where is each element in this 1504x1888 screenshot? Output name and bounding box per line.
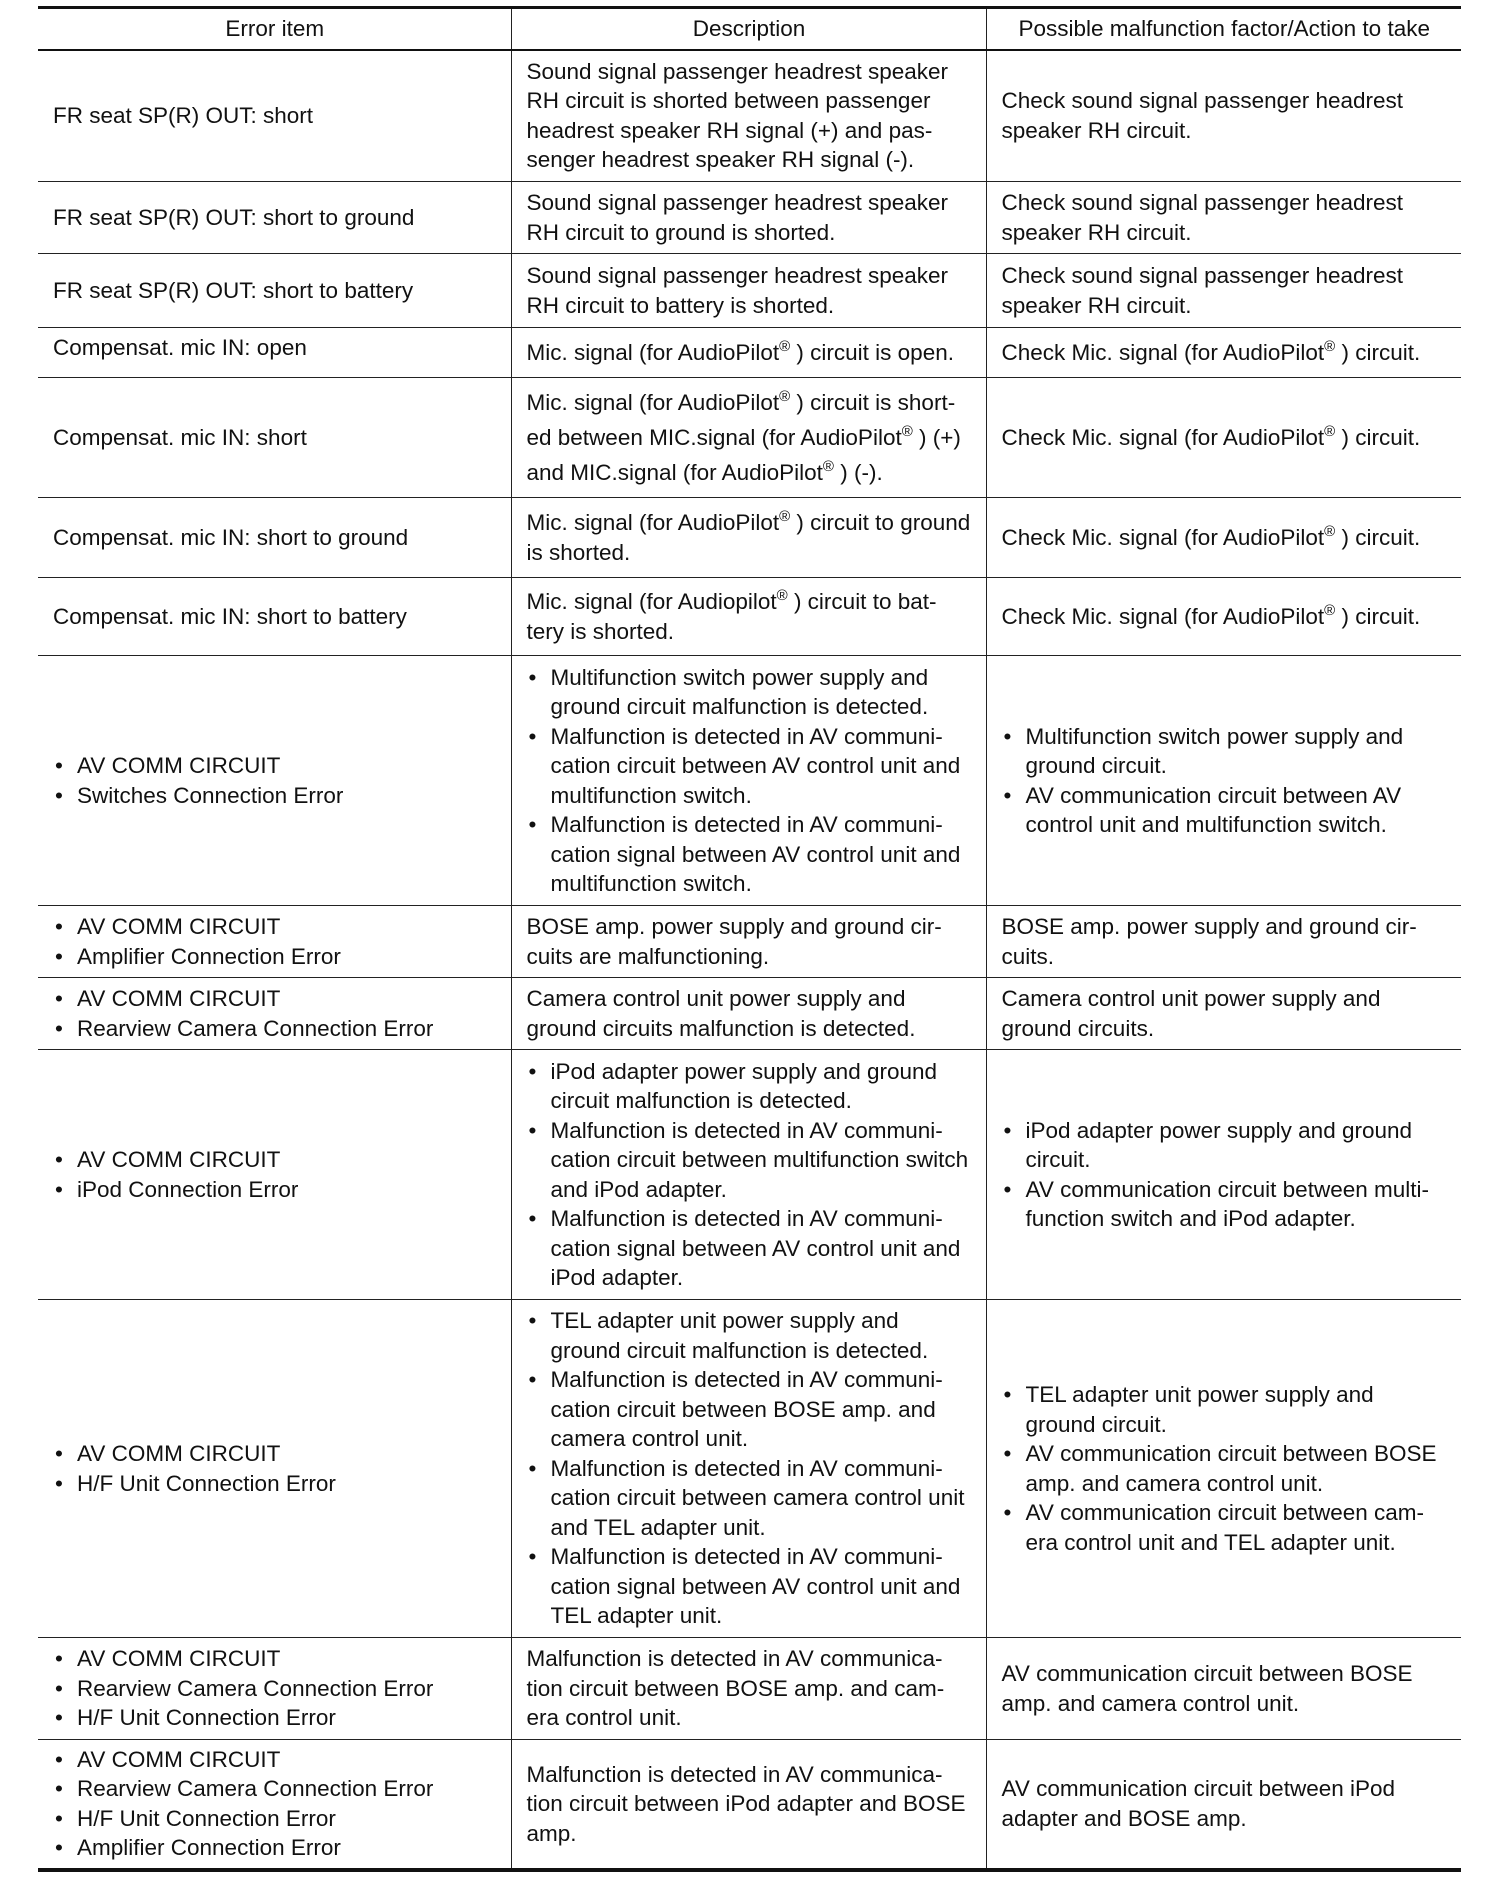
error-item-cell <box>38 1050 511 1300</box>
list-item: • TEL adapter unit power supply and ground circuit. <box>1002 1380 1448 1439</box>
error-item-cell: Compensat. mic IN: open <box>38 328 511 378</box>
list-item: • Malfunction is detected in AV communi-cation circuit between camera control unit and TEL adapter unit. <box>527 1454 972 1543</box>
list-item: • H/F Unit Connection Error <box>53 1703 497 1733</box>
action-cell: Check sound signal passenger headrest speaker RH circuit. <box>986 50 1461 182</box>
table-row <box>38 656 1461 906</box>
list-item: • AV COMM CIRCUIT <box>53 1644 497 1674</box>
action-cell: Check Mic. signal (for AudioPilot® ) circuit. <box>986 378 1461 498</box>
error-item-cell <box>38 978 511 1050</box>
list-item: • TEL adapter unit power supply and ground circuit malfunction is detected. <box>527 1306 972 1365</box>
list-item: • AV COMM CIRCUIT <box>53 1145 497 1175</box>
error-item-list <box>53 1745 497 1863</box>
description-cell <box>511 656 986 906</box>
error-item-cell <box>38 1300 511 1638</box>
list-item: • H/F Unit Connection Error <box>53 1469 497 1499</box>
list-item: • Multifunction switch power supply and ground circuit. <box>1002 722 1448 781</box>
list-item: • Amplifier Connection Error <box>53 1833 497 1863</box>
list-item: • Switches Connection Error <box>53 781 497 811</box>
action-cell <box>986 656 1461 906</box>
registered-mark: ® <box>1324 601 1336 619</box>
list-item: • Malfunction is detected in AV communi-cation signal between AV control unit and iPod adapter. <box>527 1204 972 1293</box>
list-item: • AV communication circuit between AV control unit and multifunction switch. <box>1002 781 1448 840</box>
description-cell: Sound signal passenger headrest speaker RH circuit to ground is shorted. <box>511 182 986 254</box>
table-row <box>38 906 1461 978</box>
list-item: • Malfunction is detected in AV communi-cation circuit between BOSE amp. and camera control unit. <box>527 1365 972 1454</box>
list-item: • Rearview Camera Connection Error <box>53 1014 497 1044</box>
error-item-cell: Compensat. mic IN: short <box>38 378 511 498</box>
error-item-cell: Compensat. mic IN: short to ground <box>38 498 511 578</box>
list-item: • iPod Connection Error <box>53 1175 497 1205</box>
error-item-list <box>53 751 497 810</box>
registered-mark: ® <box>822 458 834 475</box>
description-cell: Sound signal passenger headrest speaker RH circuit to battery is shorted. <box>511 254 986 328</box>
action-list <box>1002 722 1448 840</box>
list-item: • Amplifier Connection Error <box>53 942 497 972</box>
list-item: • AV COMM CIRCUIT <box>53 912 497 942</box>
list-item: • iPod adapter power supply and ground circuit. <box>1002 1116 1448 1175</box>
registered-mark: ® <box>1324 337 1336 355</box>
action-cell: AV communication circuit between BOSE amp. and camera control unit. <box>986 1638 1461 1740</box>
table-row <box>38 1300 1461 1638</box>
description-cell: BOSE amp. power supply and ground cir-cuits are malfunctioning. <box>511 906 986 978</box>
error-item-list <box>53 1439 497 1498</box>
header-row <box>38 8 1461 50</box>
action-cell: Check sound signal passenger headrest speaker RH circuit. <box>986 182 1461 254</box>
list-item: • AV COMM CIRCUIT <box>53 984 497 1014</box>
action-cell: Check Mic. signal (for AudioPilot® ) circuit. <box>986 328 1461 378</box>
header-action: Possible malfunction factor/Action to take <box>986 8 1461 50</box>
error-item-cell <box>38 656 511 906</box>
list-item: • Malfunction is detected in AV communi-cation signal between AV control unit and TEL adapter unit. <box>527 1542 972 1631</box>
description-cell: Sound signal passenger headrest speaker RH circuit is shorted between passenger headrest speaker RH signal (+) and pas-senger headrest speaker RH signal (-). <box>511 50 986 182</box>
description-cell: Malfunction is detected in AV communica-tion circuit between iPod adapter and BOSE amp. <box>511 1740 986 1870</box>
description-cell: Malfunction is detected in AV communica-tion circuit between BOSE amp. and cam-era control unit. <box>511 1638 986 1740</box>
description-cell <box>511 1050 986 1300</box>
header-error-item: Error item <box>38 8 511 50</box>
table-row <box>38 1638 1461 1740</box>
list-item: • AV COMM CIRCUIT <box>53 1439 497 1469</box>
table-row <box>38 1740 1461 1870</box>
list-item: • H/F Unit Connection Error <box>53 1804 497 1834</box>
error-item-cell <box>38 906 511 978</box>
error-table <box>38 6 1461 1872</box>
table-row <box>38 50 1461 182</box>
error-item-cell <box>38 1638 511 1740</box>
list-item: • Multifunction switch power supply and ground circuit malfunction is detected. <box>527 663 972 722</box>
table-row <box>38 978 1461 1050</box>
registered-mark: ® <box>901 423 913 440</box>
description-cell: Mic. signal (for Audiopilot® ) circuit to bat-tery is shorted. <box>511 578 986 656</box>
list-item: • Malfunction is detected in AV communi-cation circuit between multifunction switch and iPod adapter. <box>527 1116 972 1205</box>
list-item: • Malfunction is detected in AV communi-cation circuit between AV control unit and multifunction switch. <box>527 722 972 811</box>
list-item: • Rearview Camera Connection Error <box>53 1674 497 1704</box>
action-cell: Check Mic. signal (for AudioPilot® ) circuit. <box>986 578 1461 656</box>
error-item-list <box>53 1644 497 1733</box>
table-row <box>38 578 1461 656</box>
action-cell <box>986 1300 1461 1638</box>
list-item: • Rearview Camera Connection Error <box>53 1774 497 1804</box>
description-cell: Mic. signal (for AudioPilot® ) circuit is open. <box>511 328 986 378</box>
error-item-cell <box>38 1740 511 1870</box>
registered-mark: ® <box>779 337 791 355</box>
action-cell: BOSE amp. power supply and ground cir-cuits. <box>986 906 1461 978</box>
list-item: • AV communication circuit between BOSE amp. and camera control unit. <box>1002 1439 1448 1498</box>
action-cell: Check sound signal passenger headrest speaker RH circuit. <box>986 254 1461 328</box>
description-cell: Camera control unit power supply and ground circuits malfunction is detected. <box>511 978 986 1050</box>
registered-mark: ® <box>1324 422 1336 440</box>
description-cell: Mic. signal (for AudioPilot® ) circuit to ground is shorted. <box>511 498 986 578</box>
table-row <box>38 378 1461 498</box>
list-item: • AV COMM CIRCUIT <box>53 751 497 781</box>
description-cell: Mic. signal (for AudioPilot® ) circuit is short-ed between MIC.signal (for AudioPilot® ) (+) and MIC.signal (for AudioPilot® ) (-). <box>511 378 986 498</box>
list-item: • AV communication circuit between multi-function switch and iPod adapter. <box>1002 1175 1448 1234</box>
action-list <box>1002 1116 1448 1234</box>
error-item-list <box>53 912 497 971</box>
action-cell: Check Mic. signal (for AudioPilot® ) circuit. <box>986 498 1461 578</box>
description-list <box>527 663 972 899</box>
action-cell <box>986 1050 1461 1300</box>
description-list <box>527 1306 972 1631</box>
error-item-cell: Compensat. mic IN: short to battery <box>38 578 511 656</box>
error-item-cell: FR seat SP(R) OUT: short to ground <box>38 182 511 254</box>
table-row <box>38 328 1461 378</box>
table-row <box>38 1050 1461 1300</box>
registered-mark: ® <box>779 508 791 525</box>
list-item: • iPod adapter power supply and ground circuit malfunction is detected. <box>527 1057 972 1116</box>
table-row <box>38 254 1461 328</box>
table-row <box>38 498 1461 578</box>
error-item-cell: FR seat SP(R) OUT: short <box>38 50 511 182</box>
error-item-list <box>53 1145 497 1204</box>
header-description: Description <box>511 8 986 50</box>
registered-mark: ® <box>1324 522 1336 540</box>
error-item-list <box>53 984 497 1043</box>
action-cell: Camera control unit power supply and ground circuits. <box>986 978 1461 1050</box>
action-list <box>1002 1380 1448 1557</box>
list-item: • Malfunction is detected in AV communi-cation signal between AV control unit and multifunction switch. <box>527 810 972 899</box>
error-item-cell: FR seat SP(R) OUT: short to battery <box>38 254 511 328</box>
table-row <box>38 182 1461 254</box>
action-cell: AV communication circuit between iPod adapter and BOSE amp. <box>986 1740 1461 1870</box>
registered-mark: ® <box>776 587 788 604</box>
list-item: • AV COMM CIRCUIT <box>53 1745 497 1775</box>
description-list <box>527 1057 972 1293</box>
description-cell <box>511 1300 986 1638</box>
list-item: • AV communication circuit between cam-era control unit and TEL adapter unit. <box>1002 1498 1448 1557</box>
registered-mark: ® <box>779 388 791 405</box>
